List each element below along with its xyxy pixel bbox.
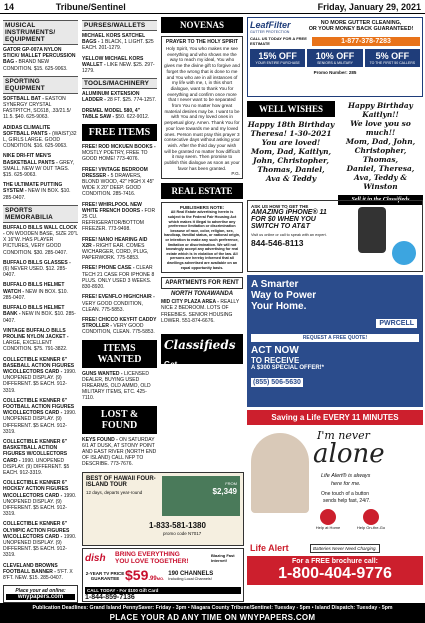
offer-3-amount: 5% OFF: [375, 51, 410, 61]
wish-line: Mom, Dad, Kaitlyn,: [250, 147, 332, 156]
column-3: [161, 17, 243, 381]
help-home-icon: [320, 509, 336, 525]
prayer-signature: P.G.: [231, 171, 240, 177]
att-phone[interactable]: 844-546-8113: [251, 238, 304, 248]
place-ad-label: Place your ad online:: [15, 588, 66, 595]
offer-2-amount: 10% OFF: [315, 51, 355, 61]
generac-phone[interactable]: (855) 506-5630: [253, 379, 301, 386]
dish-blazing: Blazing Fast Internet!: [211, 553, 235, 563]
classified-listing: MID CITY PLAZA AREA - REALLY NICE 2 BEDROOM. LOTS OF FREEBIES. SENIOR HOUSING LOWER. 551-874-6676.: [161, 299, 240, 324]
hawaii-phone[interactable]: 1-833-581-1380: [149, 521, 206, 530]
life-alert-batteries: Batteries Never Need Charging.: [310, 544, 380, 553]
wish-line: Happy Birthday: [348, 101, 413, 110]
classified-listing: VINTAGE BUFFALO BILLS PROLINE NYLON JACKET - LARGE, EXCELLENT CONDITION. $75. 791-3822.: [3, 327, 69, 353]
dish-ad[interactable]: [82, 548, 244, 602]
wish-left: [247, 120, 335, 183]
place-ad-online[interactable]: [3, 585, 78, 603]
classified-listing: FREE! EVENFLO HIGHCHAIR - VERY GOOD CONDITION, CLEAN. 775-5853.: [82, 294, 155, 313]
classified-listing: FREE! VINTAGE BEDROOM DRESSER - 5 DRAWERS, BLOND WOOD, 42" HIGH X 45" WIDE X 20" DEEP. GOOD CONDITION. 285-7416.: [82, 166, 155, 198]
classified-listing: CLEVELAND BROWNS FOOTBALL BANNER - 5'FT. X 8'FT. NEW. $15. 285-0407.: [3, 562, 73, 582]
classified-listing: KEYS FOUND - ON SATURDAY 6/1 AT DUSK, AT STONY POINT AND EAST RIVER (NORTH END OF ISLAND) CALL NFP TO DESCRIBE. 773-7676.: [82, 436, 157, 468]
generac-act-now: ACT NOW: [251, 345, 299, 356]
classified-listing: DREMEL MODEL 580, 4" TABLE SAW - $50. 622-9012.: [82, 107, 150, 120]
life-alert-tag-4: sends help fast, 24/7.: [323, 498, 371, 504]
life-alert-tag-1: Life Alert® is always: [321, 473, 371, 479]
dish-price-mo: MO.: [156, 576, 165, 581]
help-on-go-label: Help On-the-Go: [356, 525, 386, 530]
dish-price-dollars: $59: [125, 567, 149, 583]
publishers-note-text: All Real Estate advertising herein is subject to the Federal Fair Housing Act which makes it illegal to advertise any preference limitation or discrimination because of race, color, religion, sex, handicap, familial status, or national origin, or intention to make any such preference, limitation or discrimination. We will not knowingly accept any advertising for real estate which is in violation of the law. All persons are hereby informed that all dwellings advertised are available on an equal opportunity basis.: [164, 210, 241, 270]
hawaii-tour-ad[interactable]: [82, 472, 244, 546]
classified-listing: GUNS WANTED - LICENSED DEALER, BUYING USED FIREARMS, OLD AMMO, OLD MILITARY ITEMS, ETC. 425-7110.: [82, 370, 151, 402]
wish-right: [338, 101, 423, 191]
generac-cta[interactable]: REQUEST A FREE QUOTE!: [251, 334, 419, 342]
life-alert-person-image: [251, 433, 309, 513]
section-heading: MUSICAL INSTRUMENTS/ EQUIPMENT: [3, 20, 78, 45]
hawaii-price: $2,349: [212, 487, 237, 496]
classified-listing: MICHAEL KORS SATCHEL BAGS - 1 BLACK, 1 LIGHT. $25 EACH. 201-1279.: [82, 33, 154, 52]
leaffilter-offer-1: [250, 49, 305, 67]
section-heading: SPORTS MEMORABILIA: [3, 205, 78, 223]
place-ad-url: wnypapers.com: [6, 594, 75, 600]
page-header: [0, 0, 425, 14]
prayer-box: [161, 36, 243, 179]
dish-phone[interactable]: 1-844-859-7136: [85, 594, 135, 601]
leaffilter-headline-1: NO MORE GUTTER CLEANING,: [320, 20, 402, 26]
paper-name: Tribune/Sentinel: [55, 1, 126, 12]
classified-listing: COLLECTIBLE KENNER 6" OLYMPIC ACTION FIGURES W/COLLECTORS CARD - 1990. UNOPENED DISPLAY. (9) DIFFERENT. $5 EACH. 912-3319.: [3, 521, 77, 559]
section-heading: TOOLS/MACHINERY: [82, 78, 157, 89]
life-alert-phone[interactable]: 1-800-404-9776: [278, 565, 392, 582]
wish-line: Theresa! 1-30-2021: [250, 129, 332, 138]
place-ad-footer[interactable]: PLACE YOUR AD ANY TIME ON WNYPAPERS.COM: [0, 612, 425, 623]
help-at-home-label: Help at Home: [315, 525, 341, 530]
items-wanted-banner: ITEMS WANTED: [82, 340, 157, 368]
help-go-icon: [363, 509, 379, 525]
hawaii-title: BEST OF HAWAII FOUR-ISLAND TOUR: [86, 476, 156, 488]
dish-channels: 190 CHANNELS: [168, 571, 214, 577]
offer-3-label: TO THE FIRST 50 CALLERS: [369, 61, 416, 65]
hawaii-days: 12 days, departs year-round: [86, 490, 143, 495]
leaffilter-headline-2: OR YOUR MONEY BACK GUARANTEED!: [308, 26, 414, 32]
wish-line: Mom, Dad, John,: [345, 137, 416, 146]
classified-listing: FREE! PHONE CASE - CLEAR TECH 21 CASE FOR IPHONE 8 PLUS. ONLY USED 3 WEEKS. 830-8920.: [82, 265, 155, 291]
classified-listing: GATOR GP-007A NYLON STICK/ MALLET PERCUSSION BAG - BRAND NEW CONDITION. $15. 625-9063.: [3, 47, 76, 72]
publishers-note-title: PUBLISHERS NOTE:: [179, 205, 225, 211]
att-ask: ASK US HOW TO GET THE: [251, 204, 309, 209]
classified-listing: SOFTBALL BAT - EASTON SYNERGY CRYSTAL FASTPITCH, SC618, .33/21.5/ 11.5. $40. 625-9063.: [3, 95, 71, 121]
att-phone-name: AMAZING iPHONE® 11: [251, 209, 327, 216]
leaffilter-phone[interactable]: 1-877-378-7283: [312, 37, 420, 46]
classified-listing: ADIDAS CLIMALITE SOFTBALL PANTS - (WAIST)32 L, GIRLS LARGE. GOOD CONDITION. $16. 625-9063.: [3, 124, 77, 150]
sell-classifieds[interactable]: Sell it in the Classifieds: [338, 195, 423, 205]
leaffilter-offer-3: [365, 49, 420, 67]
lost-found-banner: LOST & FOUND: [82, 406, 157, 434]
classified-listing: FREE! NANO HEARING AID X2R - RIGHT EAR. COMES W/CHARGER, CORD, PLUG, PAPERWORK. 775-5853.: [82, 236, 149, 262]
att-for: FOR $0 WHEN YOU: [251, 216, 316, 223]
dish-call-bar: CALL TODAY - For $100 Gift Card: [85, 587, 241, 594]
classified-listing: COLLECTIBLE KENNER 6" BASKETBALL ACTION FIGURES W/COLLECTORS CARD - 1990. UNOPENED DISPLAY. (9) DIFFERENT. $5 EACH. 912-3319.: [3, 438, 70, 476]
apartments-banner: APARTMENTS FOR RENT: [161, 277, 243, 289]
life-alert-ad[interactable]: [247, 410, 423, 602]
classifieds-ad: [161, 334, 243, 381]
leaffilter-offer-2: [307, 49, 362, 67]
column-1: [3, 17, 78, 603]
leaffilter-tag: GUTTER PROTECTION: [250, 30, 290, 34]
classified-listing: YELLOW MICHAEL KORS WALLET - LIKE NEW. $25. 297-1279.: [82, 55, 155, 75]
generac-ad[interactable]: [247, 275, 423, 407]
classified-listing: BUFFALO BILLS WALL CLOCK - ON WOODEN BASE, SIZE 20"L X 16"W. HAS PLAYER PICTURES, VERY GOOD CONDITION. $30. 285-0407.: [3, 224, 78, 256]
life-alert-alone: alone: [313, 439, 385, 469]
well-wishes: [247, 101, 423, 203]
life-alert-banner: Saving a Life EVERY 11 MINUTES: [247, 410, 423, 425]
hawaii-from: FROM: [225, 481, 237, 486]
dish-price: [125, 567, 164, 585]
dish-guarantee: 2-YEAR TV PRICE GUARANTEE: [85, 571, 125, 581]
prayer-text: Holy Spirit, You who makes me see everything and who shows me the way to reach my ideal, You who gives me the divine gift to forgive and forget the wrong that is done to me and You who are in all instances of my life with me, I, in this short dialogue, want to thank You for everything and confirm once more that I never want to be separated from You no matter how great material desires may be. I want to be with You and my loved ones in perpetual glory. Amen. Thank You for your love towards me and my loved ones. Person must pray this prayer 3 consecutive days without asking your wish. After the third day your wish will be granted no matter how difficult it may seem. Then promise to publish this dialogue as soon as your favor has been granted.: [164, 46, 240, 171]
novenas-banner: NOVENAS: [161, 17, 243, 33]
classified-listing: FREE! CHICCO KEYFIT CADDY STROLLER - VERY GOOD CONDITION, CLEAN. 775-5853.: [82, 316, 157, 336]
hawaii-image: [162, 476, 240, 516]
offer-2-label: SENIORS & MILITARY: [317, 61, 353, 65]
generac-to-receive: TO RECEIVE: [251, 356, 300, 365]
classified-listing: THE ULTIMATE PUTTING SYSTEM - NEW IN BOX. $10. 285-0407.: [3, 182, 71, 201]
life-alert-free: For a FREE brochure call:: [292, 558, 378, 565]
classified-listing: BUFFALO BILLS HELMET WATCH - NEW IN BOX. $10. 285-0407.: [3, 282, 68, 301]
classifieds-tagline: the job done!: [189, 372, 240, 381]
classified-listing: COLLECTIBLE KENNER 6" HOCKEY ACTION FIGURES W/COLLECTORS CARD - 1990. UNOPENED DISPLAY. (9) DIFFERENT. $5 EACH. 912-3319.: [3, 480, 77, 518]
generac-title-3: Your Home.: [251, 301, 307, 312]
section-heading: SPORTING EQUIPMENT: [3, 76, 78, 94]
classified-listing: BUFFALO BILLS HELMET BANK - NEW IN BOX. $10. 285-0407.: [3, 305, 76, 324]
att-sub: Visit us online or call to speak with an expert.: [251, 233, 327, 237]
wish-line: Thomas, Daniel,: [257, 165, 325, 174]
generac-brand: PWRCELL: [376, 319, 417, 328]
offer-1-amount: 15% OFF: [258, 51, 297, 61]
wish-line: Ava & Teddy: [265, 174, 317, 183]
life-alert-never: I'm never: [317, 429, 370, 442]
classifieds-word: Classifieds: [164, 338, 236, 352]
classified-listing: FREE! ROD MCKUEN BOOKS - MOSTLY POETRY, FREE TO GOOD HOME! 773-4076.: [82, 144, 156, 163]
classified-listing: NIKE DRI-FIT MEN'S BASKETBALL PANTS - GREY, SMALL. NEW W/ OUT TAGS. $15. 625-9063.: [3, 153, 75, 179]
wish-line: Happy 18th Birthday: [247, 120, 335, 129]
att-switch: SWITCH TO AT&T: [251, 223, 310, 230]
life-alert-tag-3: One touch of a button: [321, 491, 370, 497]
publishers-note: [161, 202, 243, 273]
section-heading: PURSES/WALLETS: [82, 20, 157, 31]
classified-listing: ALUMINUM EXTENSION LADDER - 28 FT. $25. 774-1257.: [82, 91, 157, 104]
leaffilter-ad[interactable]: [247, 17, 423, 97]
issue-date: Friday, January 29, 2021: [317, 1, 421, 12]
leaffilter-logo: LeafFilter: [250, 20, 291, 30]
att-ad[interactable]: [247, 200, 423, 272]
life-alert-logo: Life Alert: [250, 543, 289, 553]
well-wishes-banner: WELL WISHES: [247, 101, 335, 117]
prayer-title: PRAYER TO THE HOLY SPIRIT: [165, 39, 239, 45]
att-globe-icon: [392, 241, 416, 265]
free-items-banner: FREE ITEMS: [82, 124, 157, 141]
leaffilter-promo: Promo Number: 285: [313, 70, 357, 75]
wish-line: John, Christopher,: [253, 156, 329, 165]
column-2: [82, 17, 157, 472]
classified-listing: COLLECTIBLE KENNER 6" FOOTBALL ACTION FIGURES W/COLLECTORS CARD - 1990. UNOPENED DISPLAY. (9) DIFFERENT. $5 EACH. 912-3319.: [3, 397, 77, 435]
publication-deadlines: Publication Deadlines: Grand Island PennySaver: Friday - 3pm • Niagara County Tribune/Sentinel: Tuesday - 5pm • Island Dispatch: Tuesday - 5pm: [0, 603, 425, 613]
att-phone-image: [358, 207, 386, 253]
page-number: 14: [4, 1, 15, 12]
dish-head-1: BRING EVERYTHING: [115, 551, 180, 558]
generac-title-2: Way to Power: [251, 290, 317, 301]
classifieds-get: Get: [164, 360, 178, 369]
wish-line: We love you so much!!: [350, 119, 411, 137]
dish-price-cents: .99: [148, 576, 157, 582]
hawaii-promo: promo code N7017: [163, 531, 202, 536]
apartments-location: NORTH TONAWANDA: [170, 291, 234, 298]
classified-listing: COLLECTIBLE KENNER 6" BASEBALL ACTION FIGURES W/COLLECTORS CARD - 1990. UNOPENED DISPLAY. (9) DIFFERENT. $5 EACH. 912-3319.: [3, 356, 77, 394]
generac-title-1: A Smarter: [251, 279, 299, 290]
classified-listing: BUFFALO BILLS GLASSES - (6) NEVER USED. $12. 285-0407.: [3, 259, 71, 279]
offer-1-label: YOUR ENTIRE PURCHASE: [255, 61, 300, 65]
dish-head-2: YOU LOVE TOGETHER!: [115, 558, 189, 565]
classified-listing: FREE! WHIRLPOOL NEW WHITE FRENCH DOORS - FOR 25 CU. REFRIGERATOR/BOTTOM FREEZER. 773-9498.: [82, 201, 156, 233]
leaffilter-cta: CALL US TODAY FOR A FREE ESTIMATE: [250, 36, 307, 46]
generac-special: A $300 SPECIAL OFFER!*: [251, 365, 325, 371]
wish-line: Ava, Teddy & Winston: [354, 173, 407, 191]
help-at-home-button: [311, 509, 345, 530]
help-on-go-button: [351, 509, 391, 530]
dish-channels-sub: Including Local Channels!: [168, 577, 212, 581]
wish-line: Daniel, Theresa,: [346, 164, 415, 173]
life-alert-cta[interactable]: [247, 556, 423, 585]
dish-logo: dish: [85, 552, 106, 564]
life-alert-tag-2: here for me.: [331, 481, 361, 487]
wish-line: Kaitlyn!!: [362, 110, 399, 119]
wish-line: You are loved!: [261, 138, 321, 147]
wish-line: Christopher, Thomas,: [354, 146, 407, 164]
real-estate-banner: REAL ESTATE: [161, 183, 243, 199]
